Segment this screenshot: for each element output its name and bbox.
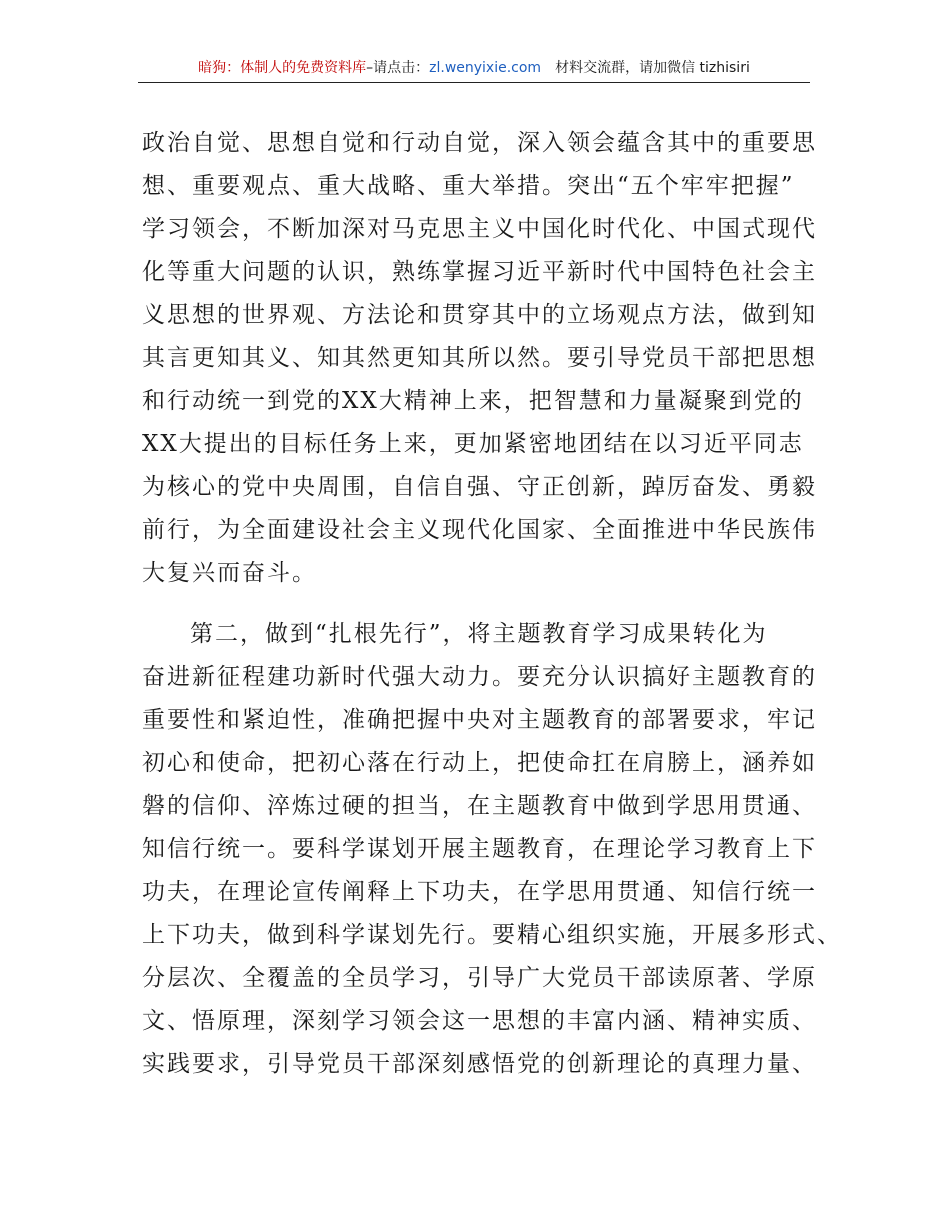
text-line: 磐的信仰、淬炼过硬的担当，在主题教育中做到学思用贯通、 [142, 793, 817, 819]
text-line: 重要性和紧迫性，准确把握中央对主题教育的部署要求，牢记 [142, 707, 817, 733]
text-line: 大复兴而奋斗。 [142, 560, 317, 586]
text-line: 功夫，在理论宣传阐释上下功夫，在学思用贯通、知信行统一 [142, 879, 817, 905]
text-line: 政治自觉、思想自觉和行动自觉，深入领会蕴含其中的重要思 [142, 130, 817, 156]
text-line: 分层次、全覆盖的全员学习，引导广大党员干部读原著、学原 [142, 965, 817, 991]
header-contact: 材料交流群，请加微信 tizhisiri [555, 60, 750, 76]
text-line: 初心和使命，把初心落在行动上，把使命扛在肩膀上，涵养如 [142, 750, 817, 776]
text-line: 化等重大问题的认识，熟练掌握习近平新时代中国特色社会主 [142, 259, 817, 285]
text-line: 实践要求，引导党员干部深刻感悟党的创新理论的真理力量、 [142, 1051, 817, 1077]
text-line: 文、悟原理，深刻学习领会这一思想的丰富内涵、精神实质、 [142, 1008, 817, 1034]
header-brand: 暗狗：体制人的免费资料库 [198, 60, 367, 76]
text-line: 学习领会，不断加深对马克思主义中国化时代化、中国式现代 [142, 216, 817, 242]
text-line: 上下功夫，做到科学谋划先行。要精心组织实施，开展多形式、 [142, 922, 842, 948]
paragraph-1 [142, 122, 817, 595]
document-body [142, 122, 842, 1086]
text-line: 第二，做到“扎根先行”，将主题教育学习成果转化为 [190, 621, 768, 647]
text-line: 想、重要观点、重大战略、重大举措。突出“五个牢牢把握” [142, 173, 795, 199]
header-url-link[interactable]: zl.wenyixie.com [429, 60, 542, 76]
text-line: 知信行统一。要科学谋划开展主题教育，在理论学习教育上下 [142, 836, 817, 862]
text-line: 和行动统一到党的XX大精神上来，把智慧和力量凝聚到党的 [142, 388, 804, 414]
text-line: 其言更知其义、知其然更知其所以然。要引导党员干部把思想 [142, 345, 817, 371]
text-line: 奋进新征程建功新时代强大动力。要充分认识搞好主题教育的 [142, 664, 817, 690]
page-header [138, 56, 810, 83]
text-line: 为核心的党中央周围，自信自强、守正创新，踔厉奋发、勇毅 [142, 474, 817, 500]
paragraph-spacer [142, 595, 814, 613]
header-prompt: –请点击： [366, 60, 430, 76]
paragraph-2 [142, 613, 842, 1086]
text-line: 义思想的世界观、方法论和贯穿其中的立场观点方法，做到知 [142, 302, 817, 328]
text-line: 前行，为全面建设社会主义现代化国家、全面推进中华民族伟 [142, 517, 817, 543]
text-line: XX大提出的目标任务上来，更加紧密地团结在以习近平同志 [142, 431, 804, 457]
